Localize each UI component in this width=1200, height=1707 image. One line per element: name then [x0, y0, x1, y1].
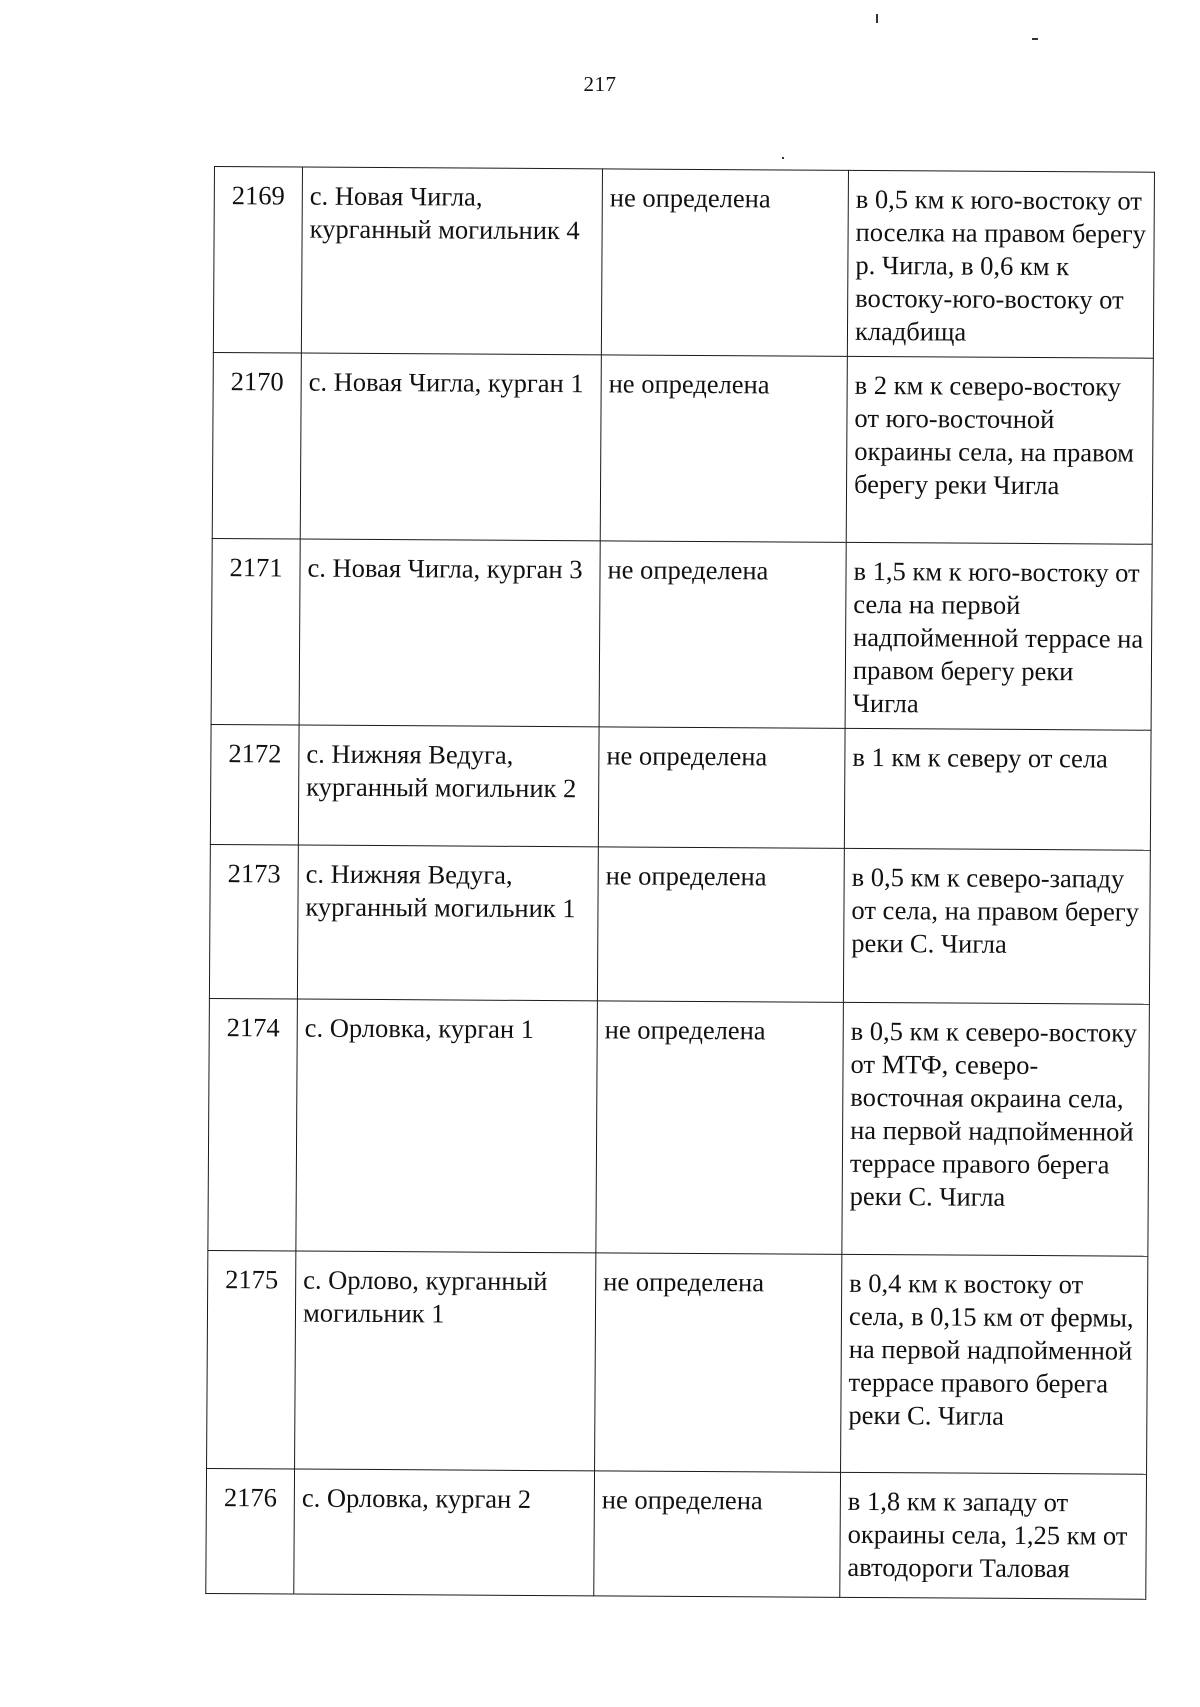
row-number: 2172: [210, 724, 299, 845]
row-number: 2176: [206, 1468, 295, 1594]
scan-mark: [782, 157, 784, 159]
monument-name: с. Нижняя Ведуга, курганный могильник 2: [298, 725, 599, 847]
monument-dating: не определена: [596, 1001, 844, 1254]
monument-name: с. Новая Чигла, курган 1: [300, 353, 601, 541]
row-number: 2175: [207, 1250, 296, 1469]
monuments-table-wrapper: [205, 166, 1154, 1600]
monument-location: в 2 км к северо-востоку от юго-восточной окраины села, на правом берегу реки Чигла: [846, 356, 1153, 544]
table-row: [212, 352, 1153, 544]
table-row: [211, 538, 1152, 730]
table-row: [206, 1468, 1147, 1599]
scan-mark: [1032, 38, 1038, 40]
monument-name: с. Орловка, курган 2: [294, 1469, 595, 1596]
row-number: 2171: [211, 538, 300, 725]
monument-location: в 0,4 км к востоку от села, в 0,15 км от фермы, на первой надпойменной террасе правого берега реки С. Чигла: [841, 1254, 1148, 1474]
table-row: [207, 1250, 1148, 1474]
row-number: 2169: [213, 167, 302, 354]
monument-dating: не определена: [595, 1253, 842, 1472]
table-row: [213, 167, 1154, 359]
monument-name: с. Орлово, курганный могильник 1: [295, 1251, 596, 1471]
monument-location: в 0,5 км к юго-востоку от поселка на правом берегу р. Чигла, в 0,6 км к востоку-юго-востоку от кладбища: [847, 170, 1154, 358]
monument-dating: не определена: [601, 169, 848, 356]
table-row: [208, 998, 1150, 1256]
monument-location: в 1,8 км к западу от окраины села, 1,25 км от автодороги Таловая: [840, 1472, 1147, 1599]
scan-mark: [876, 14, 878, 23]
monument-name: с. Нижняя Ведуга, курганный могильник 1: [297, 845, 598, 1001]
monuments-table: [205, 166, 1155, 1600]
monument-dating: не определена: [597, 847, 844, 1002]
row-number: 2173: [209, 844, 298, 999]
row-number: 2174: [208, 998, 298, 1251]
monument-location: в 0,5 км к северо-востоку от МТФ, северо-восточная окраина села, на первой надпойменной террасе правого берега реки С. Чигла: [842, 1002, 1150, 1256]
monument-location: в 1 км к северу от села: [844, 728, 1151, 850]
monument-name: с. Новая Чигла, курганный могильник 4: [301, 167, 602, 355]
table-row: [210, 724, 1151, 850]
table-row: [209, 844, 1150, 1004]
monument-dating: не определена: [599, 541, 846, 728]
row-number: 2170: [212, 352, 301, 539]
monument-location: в 0,5 км к северо-западу от села, на правом берегу реки С. Чигла: [843, 848, 1150, 1004]
monument-dating: не определена: [598, 727, 845, 849]
monument-location: в 1,5 км к юго-востоку от села на первой надпойменной террасе на правом берегу реки Чигла: [845, 542, 1152, 730]
monument-name: с. Новая Чигла, курган 3: [299, 539, 600, 727]
monument-dating: не определена: [600, 355, 847, 542]
monument-dating: не определена: [594, 1471, 841, 1598]
monument-name: с. Орловка, курган 1: [296, 999, 598, 1253]
page-number: 217: [583, 72, 617, 96]
